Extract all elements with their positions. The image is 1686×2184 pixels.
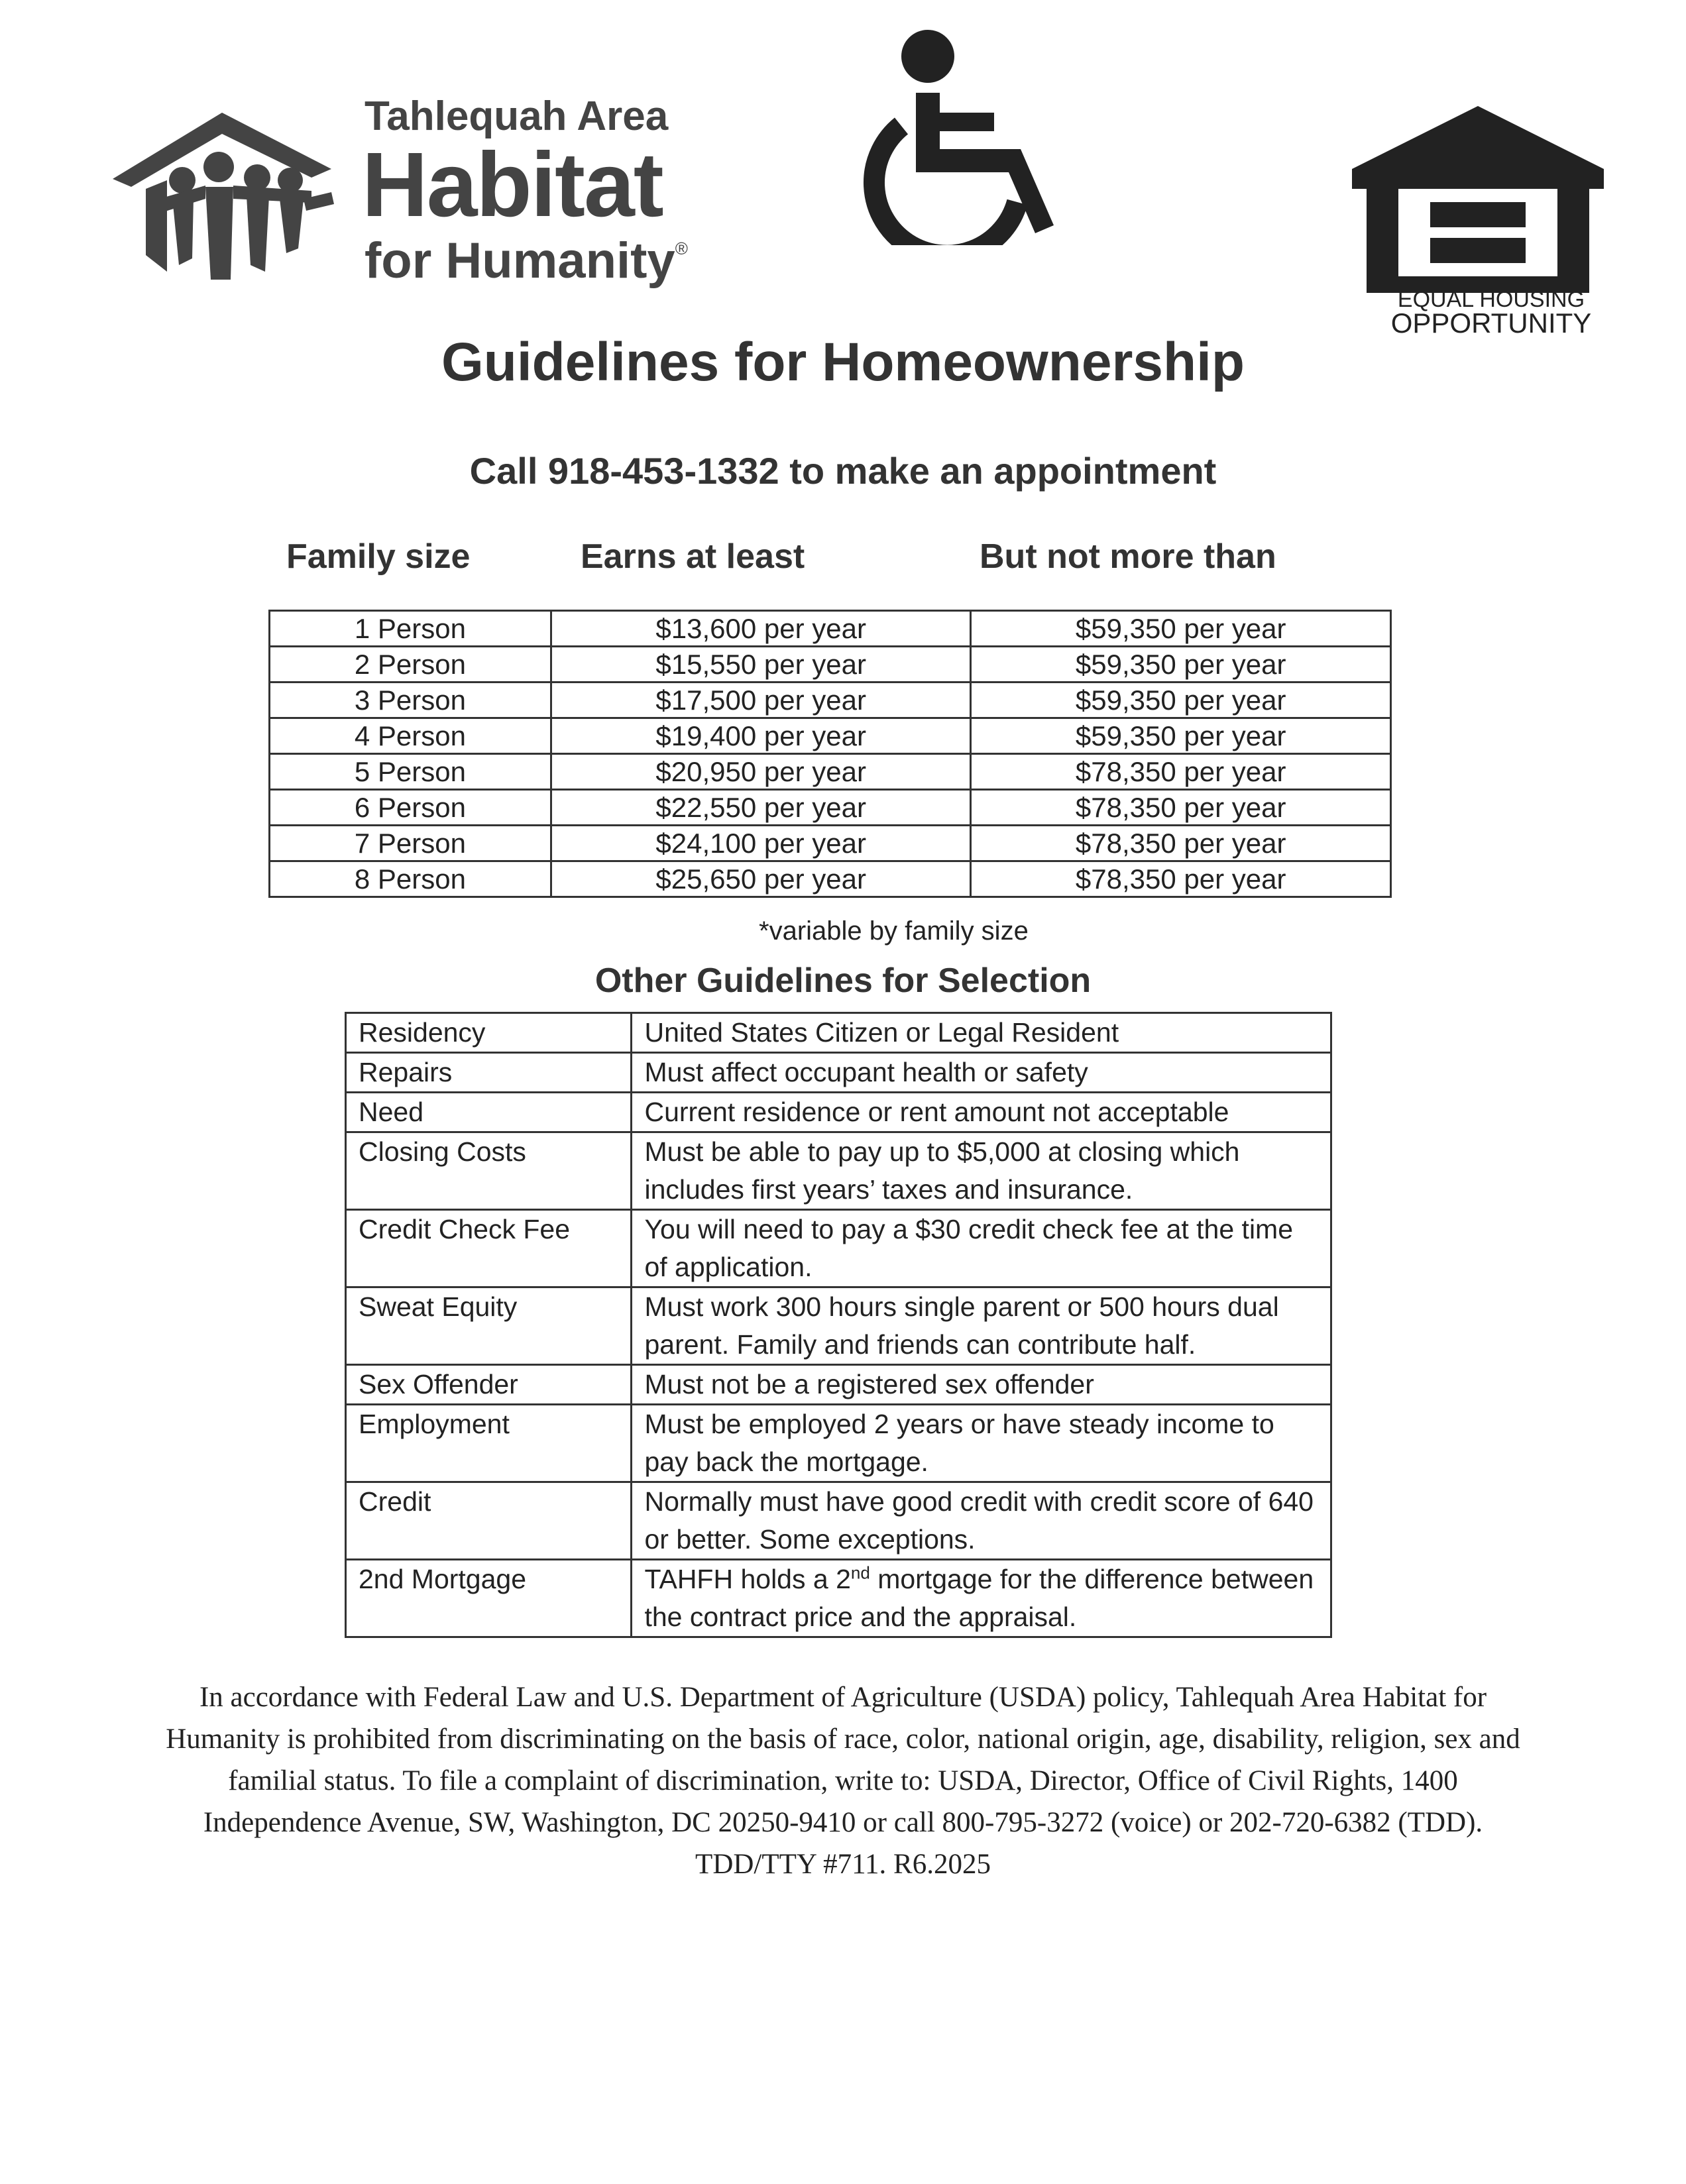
wheelchair-icon [862, 27, 1087, 245]
income-row [270, 826, 1391, 861]
family-size-cell: 7 Person [270, 826, 551, 861]
column-header-max-income: But not more than [980, 537, 1276, 576]
guideline-label: 2nd Mortgage [346, 1560, 632, 1637]
guideline-label: Sweat Equity [346, 1287, 632, 1365]
habitat-house-icon [113, 106, 351, 285]
table-note: *variable by family size [759, 916, 1029, 946]
guideline-row [346, 1210, 1331, 1287]
guideline-row [346, 1132, 1331, 1210]
footer-line: Humanity is prohibited from discriminating on the basis of race, color, national origin, age, disability, religion, sex and [166, 1723, 1520, 1755]
equal-housing-line1: EQUAL HOUSING [1397, 287, 1585, 312]
equal-housing-line2: OPPORTUNITY [1390, 307, 1592, 339]
income-row [270, 718, 1391, 754]
income-row [270, 647, 1391, 682]
equal-housing-house-icon [1352, 106, 1604, 298]
guideline-text: Must not be a registered sex offender [632, 1365, 1331, 1405]
guideline-text: Current residence or rent amount not acceptable [632, 1093, 1331, 1132]
family-size-cell: 4 Person [270, 718, 551, 754]
guideline-row [346, 1365, 1331, 1405]
page-title: Guidelines for Homeownership [441, 332, 1245, 392]
guidelines-table [345, 1012, 1332, 1638]
min-income-cell: $24,100 per year [551, 826, 971, 861]
guideline-row [346, 1093, 1331, 1132]
guideline-text: Must work 300 hours single parent or 500 hours dual parent. Family and friends can contribute half. [632, 1287, 1331, 1365]
guideline-row [346, 1013, 1331, 1053]
footer-line: Independence Avenue, SW, Washington, DC 20250-9410 or call 800-795-3272 (voice) or 202-720-6382 (TDD). [203, 1807, 1483, 1838]
guideline-label: Closing Costs [346, 1132, 632, 1210]
income-table-body [270, 611, 1391, 897]
footer-line: In accordance with Federal Law and U.S. Department of Agriculture (USDA) policy, Tahlequah Area Habitat for [199, 1682, 1487, 1713]
guideline-row [346, 1287, 1331, 1365]
guideline-text: Must affect occupant health or safety [632, 1053, 1331, 1093]
max-income-cell: $59,350 per year [971, 647, 1391, 682]
income-table [268, 610, 1392, 898]
guideline-row [346, 1560, 1331, 1637]
guideline-text: Must be employed 2 years or have steady income to pay back the mortgage. [632, 1405, 1331, 1482]
habitat-area-name: Tahlequah Area [365, 93, 669, 139]
family-size-cell: 8 Person [270, 861, 551, 897]
min-income-cell: $25,650 per year [551, 861, 971, 897]
nondiscrimination-statement [99, 1676, 1587, 1885]
guideline-label: Sex Offender [346, 1365, 632, 1405]
other-guidelines-title: Other Guidelines for Selection [594, 961, 1092, 1000]
family-size-cell: 2 Person [270, 647, 551, 682]
min-income-cell: $20,950 per year [551, 754, 971, 790]
income-row [270, 682, 1391, 718]
income-row [270, 790, 1391, 826]
guideline-text: United States Citizen or Legal Resident [632, 1013, 1331, 1053]
guideline-text: Must be able to pay up to $5,000 at closing which includes first years’ taxes and insurance. [632, 1132, 1331, 1210]
max-income-cell: $78,350 per year [971, 754, 1391, 790]
family-size-cell: 1 Person [270, 611, 551, 647]
footer-line: TDD/TTY #711. R6.2025 [695, 1849, 991, 1880]
max-income-cell: $78,350 per year [971, 826, 1391, 861]
family-size-cell: 6 Person [270, 790, 551, 826]
guideline-row [346, 1482, 1331, 1560]
max-income-cell: $59,350 per year [971, 682, 1391, 718]
habitat-logo [113, 93, 709, 292]
guideline-label: Credit Check Fee [346, 1210, 632, 1287]
guideline-label: Need [346, 1093, 632, 1132]
min-income-cell: $13,600 per year [551, 611, 971, 647]
family-size-cell: 5 Person [270, 754, 551, 790]
guideline-label: Residency [346, 1013, 632, 1053]
guideline-label: Repairs [346, 1053, 632, 1093]
max-income-cell: $59,350 per year [971, 718, 1391, 754]
column-header-family-size: Family size [286, 537, 471, 576]
equal-housing-logo [1352, 106, 1604, 338]
column-header-earns-at-least: Earns at least [581, 537, 805, 576]
max-income-cell: $59,350 per year [971, 611, 1391, 647]
income-row [270, 861, 1391, 897]
guideline-text: Normally must have good credit with credit score of 640 or better. Some exceptions. [632, 1482, 1331, 1560]
habitat-tagline: for Humanity® [365, 233, 688, 289]
min-income-cell: $19,400 per year [551, 718, 971, 754]
max-income-cell: $78,350 per year [971, 861, 1391, 897]
phone-line: Call 918-453-1332 to make an appointment [469, 450, 1217, 492]
income-row [270, 611, 1391, 647]
footer-line: familial status. To file a complaint of discrimination, write to: USDA, Director, Office of Civil Rights, 1400 [228, 1765, 1458, 1796]
family-size-cell: 3 Person [270, 682, 551, 718]
guideline-row [346, 1053, 1331, 1093]
guideline-label: Employment [346, 1405, 632, 1482]
guidelines-table-body [346, 1013, 1331, 1637]
habitat-name: Habitat [362, 134, 663, 236]
guideline-row [346, 1405, 1331, 1482]
guideline-text: TAHFH holds a 2nd mortgage for the difference between the contract price and the appraisal. [632, 1560, 1331, 1637]
min-income-cell: $22,550 per year [551, 790, 971, 826]
max-income-cell: $78,350 per year [971, 790, 1391, 826]
min-income-cell: $17,500 per year [551, 682, 971, 718]
guideline-label: Credit [346, 1482, 632, 1560]
min-income-cell: $15,550 per year [551, 647, 971, 682]
guideline-text: You will need to pay a $30 credit check fee at the time of application. [632, 1210, 1331, 1287]
income-row [270, 754, 1391, 790]
